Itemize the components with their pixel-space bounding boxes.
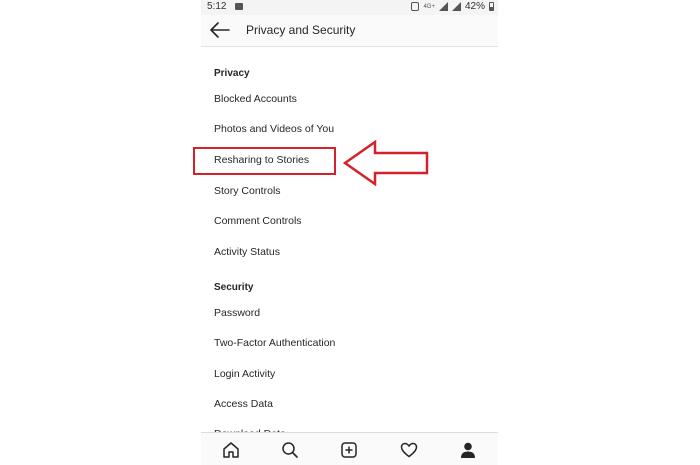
page-title: Privacy and Security [246,23,356,37]
menu-item-activity-status[interactable]: Activity Status [214,246,280,258]
battery-percent: 42% [464,1,485,12]
annotation-arrow-icon [343,140,431,186]
profile-icon[interactable] [457,439,479,461]
status-bar [201,0,498,15]
arrow-left-icon[interactable] [209,21,231,39]
menu-item-access-data[interactable]: Access Data [214,398,273,410]
menu-item-photos-videos[interactable]: Photos and Videos of You [214,123,335,135]
network-type: 4G+ [423,3,435,10]
signal-icon [439,2,448,11]
heart-icon[interactable] [398,439,420,461]
menu-item-login-activity[interactable]: Login Activity [214,368,276,380]
menu-item-two-factor[interactable]: Two-Factor Authentication [214,337,336,349]
section-heading-security: Security [214,282,254,293]
status-time: 5:12 [207,1,227,12]
vibrate-icon [411,2,419,11]
image-notification-icon [235,3,243,10]
add-post-icon[interactable] [338,439,360,461]
signal-icon-2 [452,2,461,11]
home-icon[interactable] [220,439,242,461]
menu-item-blocked-accounts[interactable]: Blocked Accounts [214,93,297,105]
app-header [201,15,498,47]
search-icon[interactable] [279,439,301,461]
status-icons [411,1,494,12]
phone-screen [201,0,498,465]
battery-icon [489,2,494,11]
section-heading-privacy: Privacy [214,68,250,79]
menu-item-resharing-to-stories[interactable]: Resharing to Stories [214,154,310,166]
menu-item-comment-controls[interactable]: Comment Controls [214,215,302,227]
menu-item-password[interactable]: Password [214,307,261,319]
bottom-nav-bar [201,432,498,465]
menu-item-story-controls[interactable]: Story Controls [214,185,281,197]
highlight-box [193,147,336,175]
